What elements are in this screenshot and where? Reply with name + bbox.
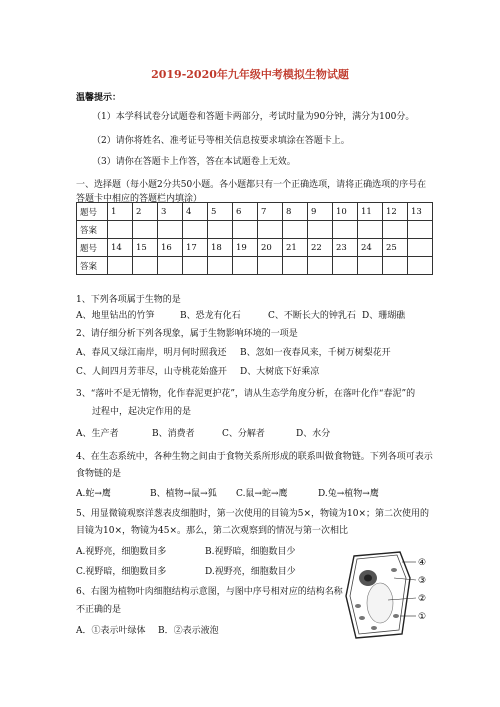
table-cell: 22 xyxy=(308,239,333,257)
option: D、水分 xyxy=(296,429,331,439)
option: D、大树底下好乘凉 xyxy=(240,367,320,377)
question-stem: 2、请仔细分析下列各现象，属于生物影响环境的一项是 xyxy=(76,329,298,339)
table-header-cell: 答案 xyxy=(77,257,108,275)
table-header-cell: 答案 xyxy=(77,221,108,239)
table-row xyxy=(77,203,433,221)
figure-label: ① xyxy=(418,612,427,622)
question-stem: 4、在生态系统中，各种生物之间由于食物关系所形成的联系叫做食物链。下列各项可表示 xyxy=(76,452,433,462)
table-cell: 9 xyxy=(308,203,333,221)
option: C、不断长大的钟乳石 xyxy=(268,311,356,321)
nucleolus xyxy=(364,575,372,582)
table-cell: 5 xyxy=(208,203,233,221)
option: A、生产者 xyxy=(76,429,119,439)
table-cell: 4 xyxy=(183,203,208,221)
table-header-cell: 题号 xyxy=(77,239,108,257)
option: C、分解者 xyxy=(222,429,265,439)
tip-item: （2）请你将姓名、准考证号等相关信息按要求填涂在答题卡上。 xyxy=(92,136,350,146)
option: C、人间四月芳菲尽，山寺桃花始盛开 xyxy=(76,367,227,377)
table-cell: 23 xyxy=(333,239,358,257)
plant-cell-figure xyxy=(342,548,434,644)
table-row xyxy=(77,221,433,239)
tip-item: （1）本学科试卷分试题卷和答题卡两部分，考试时量为90分钟，满分为100分。 xyxy=(92,112,415,122)
chloroplast xyxy=(355,604,361,608)
chloroplast xyxy=(359,616,365,620)
table-row xyxy=(77,257,433,275)
tip-item: （3）请你在答题卡上作答，答在本试题卷上无效。 xyxy=(92,157,296,167)
question-stem-cont: 食物链的是 xyxy=(76,469,122,479)
question-stem: 1、下列各项属于生物的是 xyxy=(76,295,181,305)
question-stem-cont: 不正确的是 xyxy=(76,605,122,615)
table-cell: 12 xyxy=(383,203,408,221)
chloroplast xyxy=(371,626,377,630)
table-cell: 18 xyxy=(208,239,233,257)
option: B、忽如一夜春风来，千树万树梨花开 xyxy=(240,348,391,358)
option: B、植物→鼠→狐 xyxy=(150,489,217,499)
figure-label: ④ xyxy=(418,558,427,568)
vacuole xyxy=(367,583,393,623)
section-heading-cont: 答题卡中相应的答题栏内填涂） xyxy=(76,194,203,204)
table-cell: 21 xyxy=(283,239,308,257)
table-cell: 16 xyxy=(158,239,183,257)
option: A.视野亮，细胞数目多 xyxy=(76,547,167,557)
exam-title: 2019-2020年九年级中考模拟生物试题 xyxy=(151,68,349,81)
table-cell: 6 xyxy=(233,203,258,221)
option: A.蛇→鹰 xyxy=(76,489,111,499)
option: B．②表示液泡 xyxy=(158,626,219,636)
question-stem: 5、用显微镜观察洋葱表皮细胞时，第一次使用的目镜为5×，物镜为10×；第二次使用的 xyxy=(76,509,429,519)
table-cell: 2 xyxy=(133,203,158,221)
table-cell: 11 xyxy=(358,203,383,221)
table-cell: 7 xyxy=(258,203,283,221)
table-header-cell: 题号 xyxy=(77,203,108,221)
chloroplast xyxy=(393,614,399,618)
table-cell: 25 xyxy=(383,239,408,257)
table-cell: 1 xyxy=(108,203,133,221)
figure-label: ② xyxy=(418,594,427,604)
section-heading: 一、选择题（每小题2分共50小题。各小题都只有一个正确选项，请将正确选项的序号在 xyxy=(76,180,427,190)
option: B.视野暗，细胞数目少 xyxy=(205,547,296,557)
question-stem-cont: 过程中，起决定作用的是 xyxy=(92,407,192,417)
option: A、地里钻出的竹笋 xyxy=(76,311,155,321)
option: D、珊瑚礁 xyxy=(362,311,406,321)
option: B、消费者 xyxy=(152,429,195,439)
table-cell: 10 xyxy=(333,203,358,221)
table-cell: 8 xyxy=(283,203,308,221)
table-cell: 13 xyxy=(408,203,433,221)
figure-label: ③ xyxy=(418,576,427,586)
option: B、恐龙有化石 xyxy=(180,311,241,321)
option: D.兔→植物→鹰 xyxy=(318,489,379,499)
table-cell: 15 xyxy=(133,239,158,257)
table-cell: 20 xyxy=(258,239,283,257)
chloroplast xyxy=(391,568,397,572)
option: C.鼠→蛇→鹰 xyxy=(236,489,288,499)
option: D.视野亮，细胞数目少 xyxy=(205,567,296,577)
question-stem: 3、“落叶不是无情物，化作春泥更护花”，请从生态学角度分析，在落叶化作“春泥”的 xyxy=(76,389,416,399)
tips-label: 温馨提示： xyxy=(76,93,122,103)
table-cell: 19 xyxy=(233,239,258,257)
question-stem: 6、右图为植物叶肉细胞结构示意图，与图中序号相对应的结构名称 xyxy=(76,587,343,597)
table-row xyxy=(77,239,433,257)
table-cell: 17 xyxy=(183,239,208,257)
option: C.视野暗，细胞数目多 xyxy=(76,567,167,577)
option: A、春风又绿江南岸，明月何时照我还 xyxy=(76,348,227,358)
table-cell: 24 xyxy=(358,239,383,257)
table-cell: 14 xyxy=(108,239,133,257)
question-stem-cont: 目镜为10×，物镜为45×。那么，第二次观察到的情况与第一次相比 xyxy=(76,526,348,536)
table-cell xyxy=(408,239,433,257)
option: A．①表示叶绿体 xyxy=(76,626,146,636)
table-cell: 3 xyxy=(158,203,183,221)
answer-table xyxy=(76,202,433,275)
